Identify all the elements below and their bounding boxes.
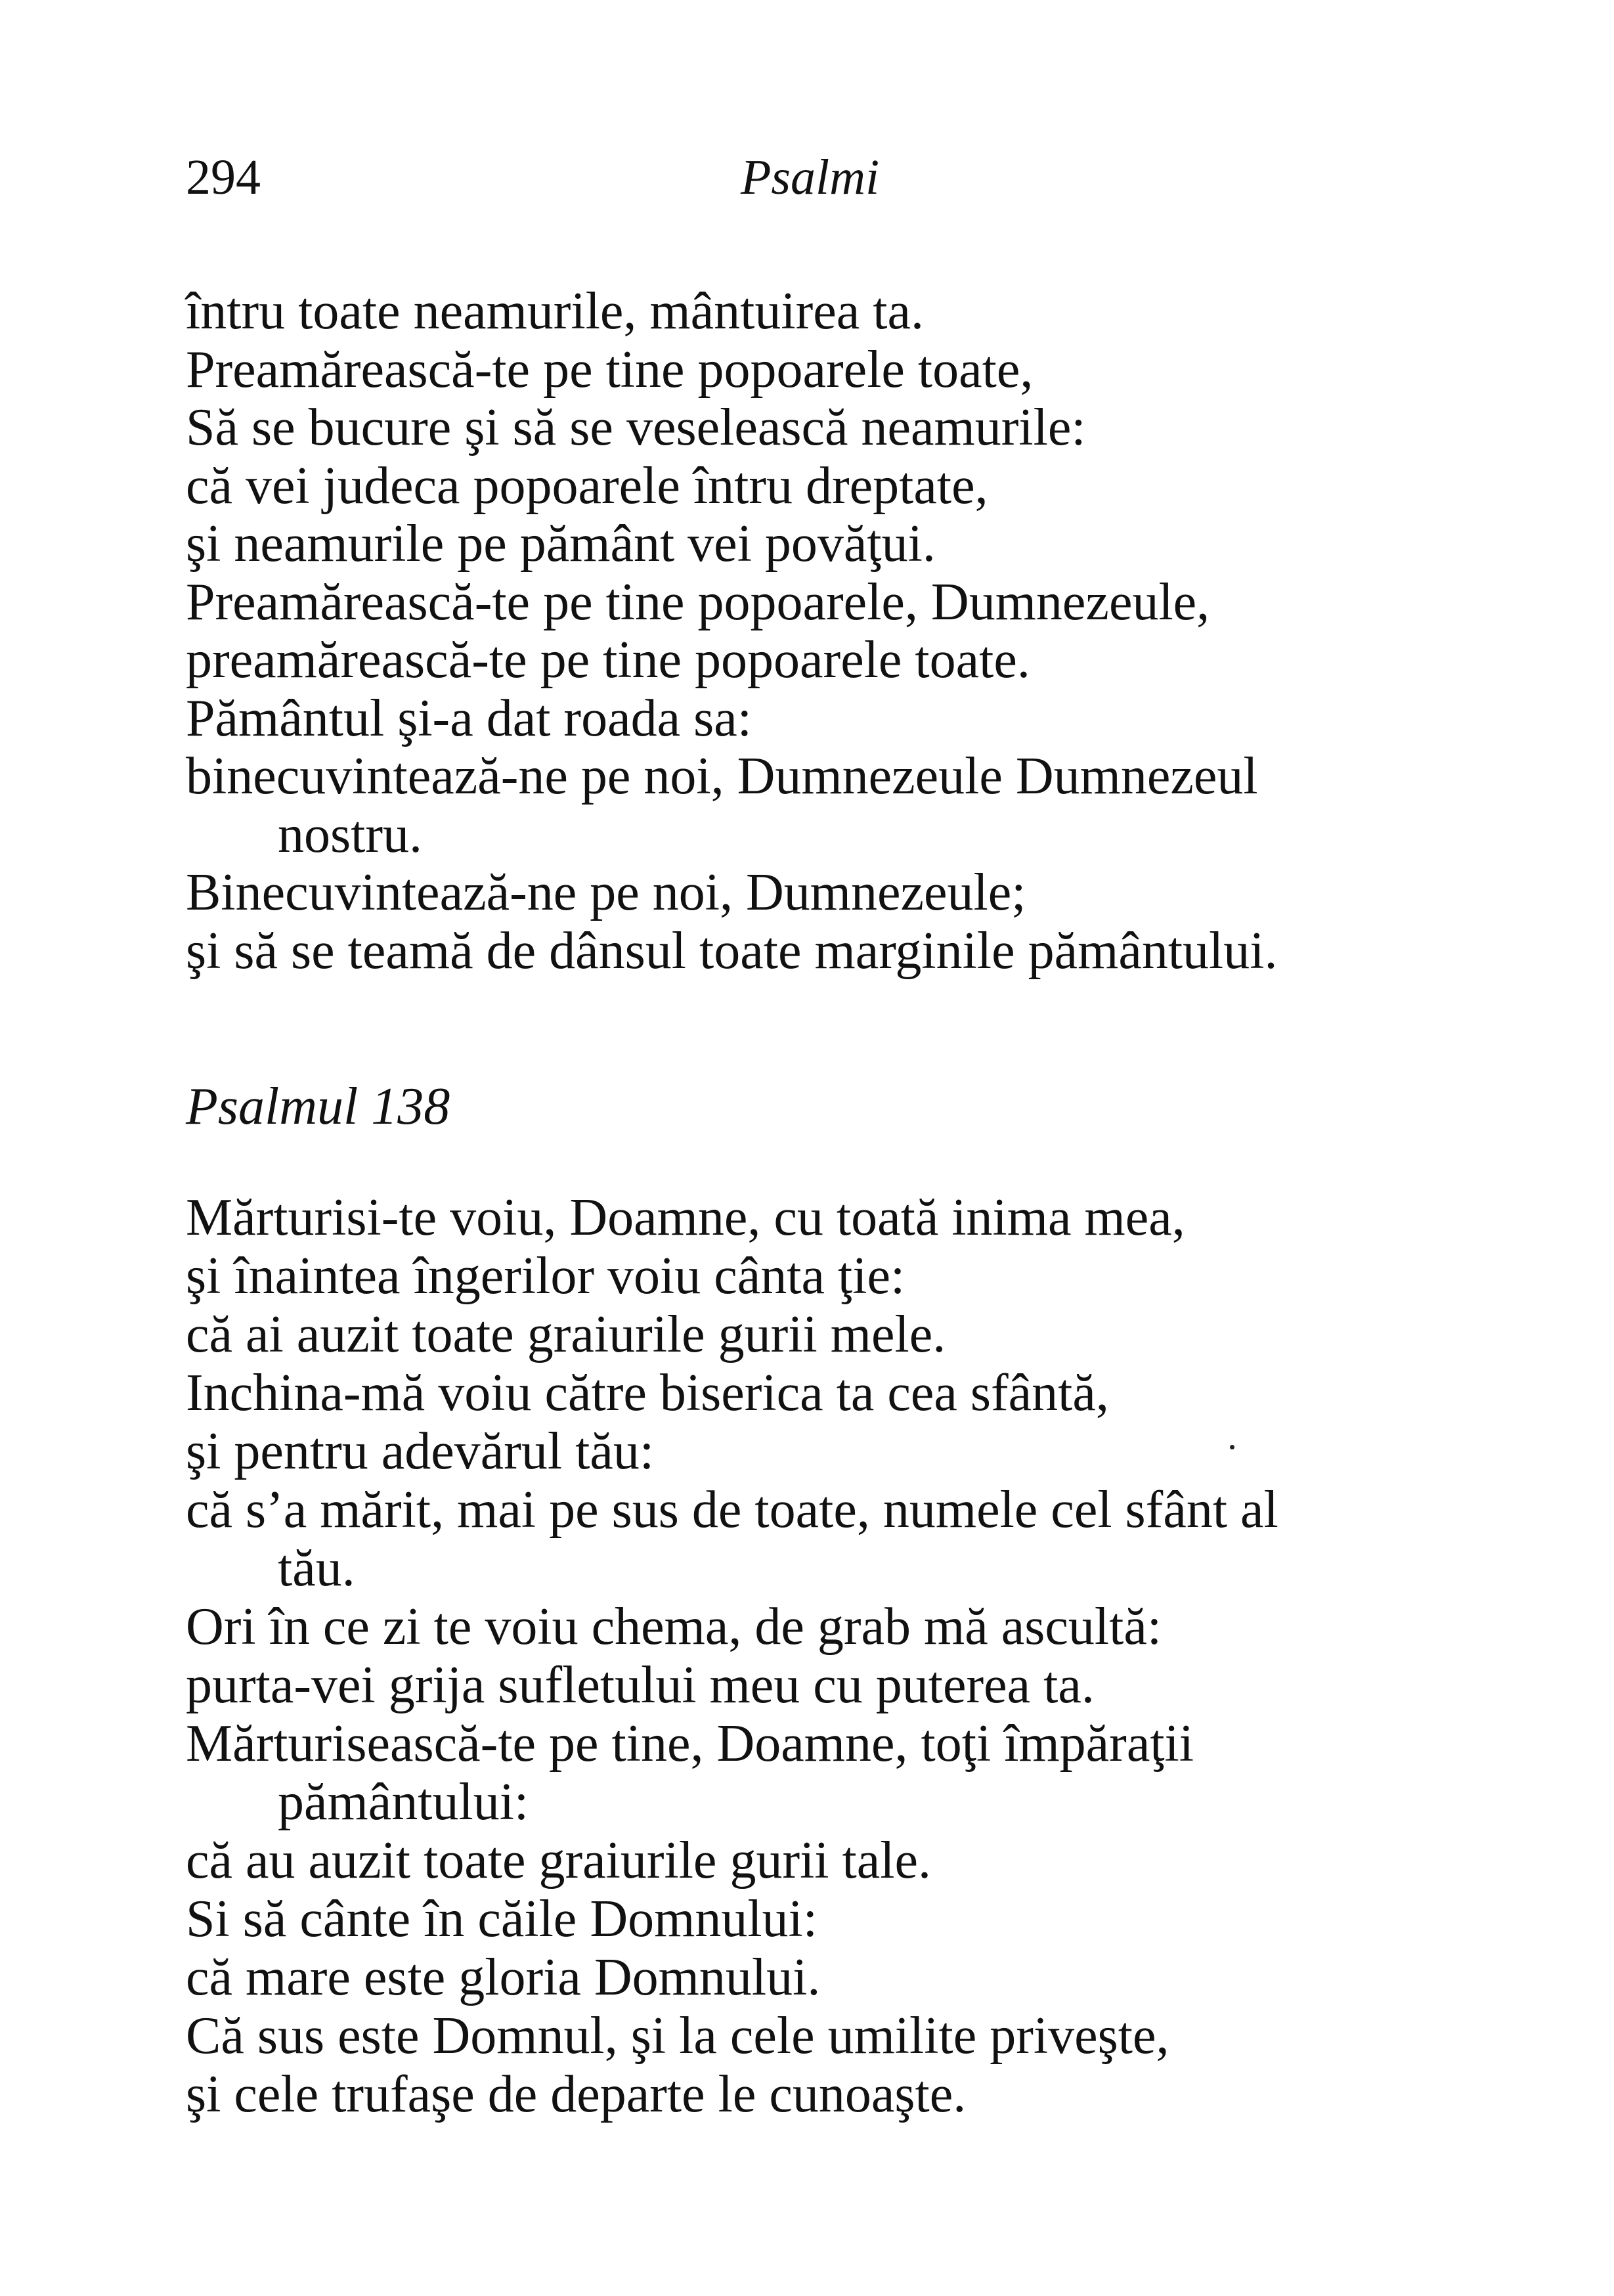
verse-line: Ori în ce zi te voiu chema, de grab mă ascultă:	[186, 1598, 1162, 1656]
psalm-heading: Psalmul 138	[186, 1078, 450, 1136]
verse-line: binecuvintează-ne pe noi, Dumnezeule Dumnezeul	[186, 747, 1258, 805]
verse-line: şi înaintea îngerilor voiu cânta ţie:	[186, 1247, 905, 1305]
verse-line: Să se bucure şi să se veselească neamurile:	[186, 399, 1086, 456]
verse-line: Si să cânte în căile Domnului:	[186, 1890, 818, 1948]
page-header	[0, 144, 1614, 210]
verse-line-continuation: pământului:	[278, 1773, 529, 1831]
verse-line: că mare este gloria Domnului.	[186, 1949, 821, 2006]
verse-line: şi cele trufaşe de departe le cunoaşte.	[186, 2065, 967, 2123]
verse-line: Inchina-mă voiu către biserica ta cea sfântă,	[186, 1364, 1109, 1422]
verse-line-continuation: nostru.	[278, 805, 422, 864]
verse-line: că ai auzit toate graiurile gurii mele.	[186, 1306, 946, 1363]
verse-line: şi pentru adevărul tău:	[186, 1423, 655, 1480]
psalm-137-continuation	[186, 282, 1499, 980]
verse-line: Mărturisească-te pe tine, Doamne, toţi împăraţii	[186, 1715, 1194, 1773]
verse-line: Că sus este Domnul, şi la cele umilite priveşte,	[186, 2007, 1169, 2065]
psalm-138-text	[186, 1189, 1499, 2124]
verse-line: Mărturisi-te voiu, Doamne, cu toată inima mea,	[186, 1189, 1185, 1247]
verse-line-continuation: tău.	[278, 1539, 355, 1597]
verse-line: purta-vei grija sufletului meu cu puterea ta.	[186, 1656, 1095, 1714]
verse-line: şi neamurile pe pământ vei povăţui.	[186, 515, 936, 573]
page-number: 294	[186, 150, 261, 205]
verse-line: Preamărească-te pe tine popoarele, Dumnezeule,	[186, 573, 1210, 631]
print-speck	[1230, 1445, 1234, 1449]
verse-line: şi să se teamă de dânsul toate marginile pământului.	[186, 921, 1278, 980]
verse-line: Preamărească-te pe tine popoarele toate,	[186, 340, 1034, 399]
verse-line: preamărească-te pe tine popoarele toate.	[186, 631, 1030, 689]
verse-line: întru toate neamurile, mântuirea ta.	[186, 282, 924, 340]
verse-line: Pământul şi-a dat roada sa:	[186, 689, 752, 747]
verse-line: că vei judeca popoarele întru dreptate,	[186, 456, 988, 515]
verse-line: Binecuvintează-ne pe noi, Dumnezeule;	[186, 864, 1026, 921]
verse-line: că au auzit toate graiurile gurii tale.	[186, 1832, 931, 1889]
running-title: Psalmi	[741, 150, 880, 205]
verse-line: că s’a mărit, mai pe sus de toate, numele cel sfânt al	[186, 1481, 1278, 1539]
